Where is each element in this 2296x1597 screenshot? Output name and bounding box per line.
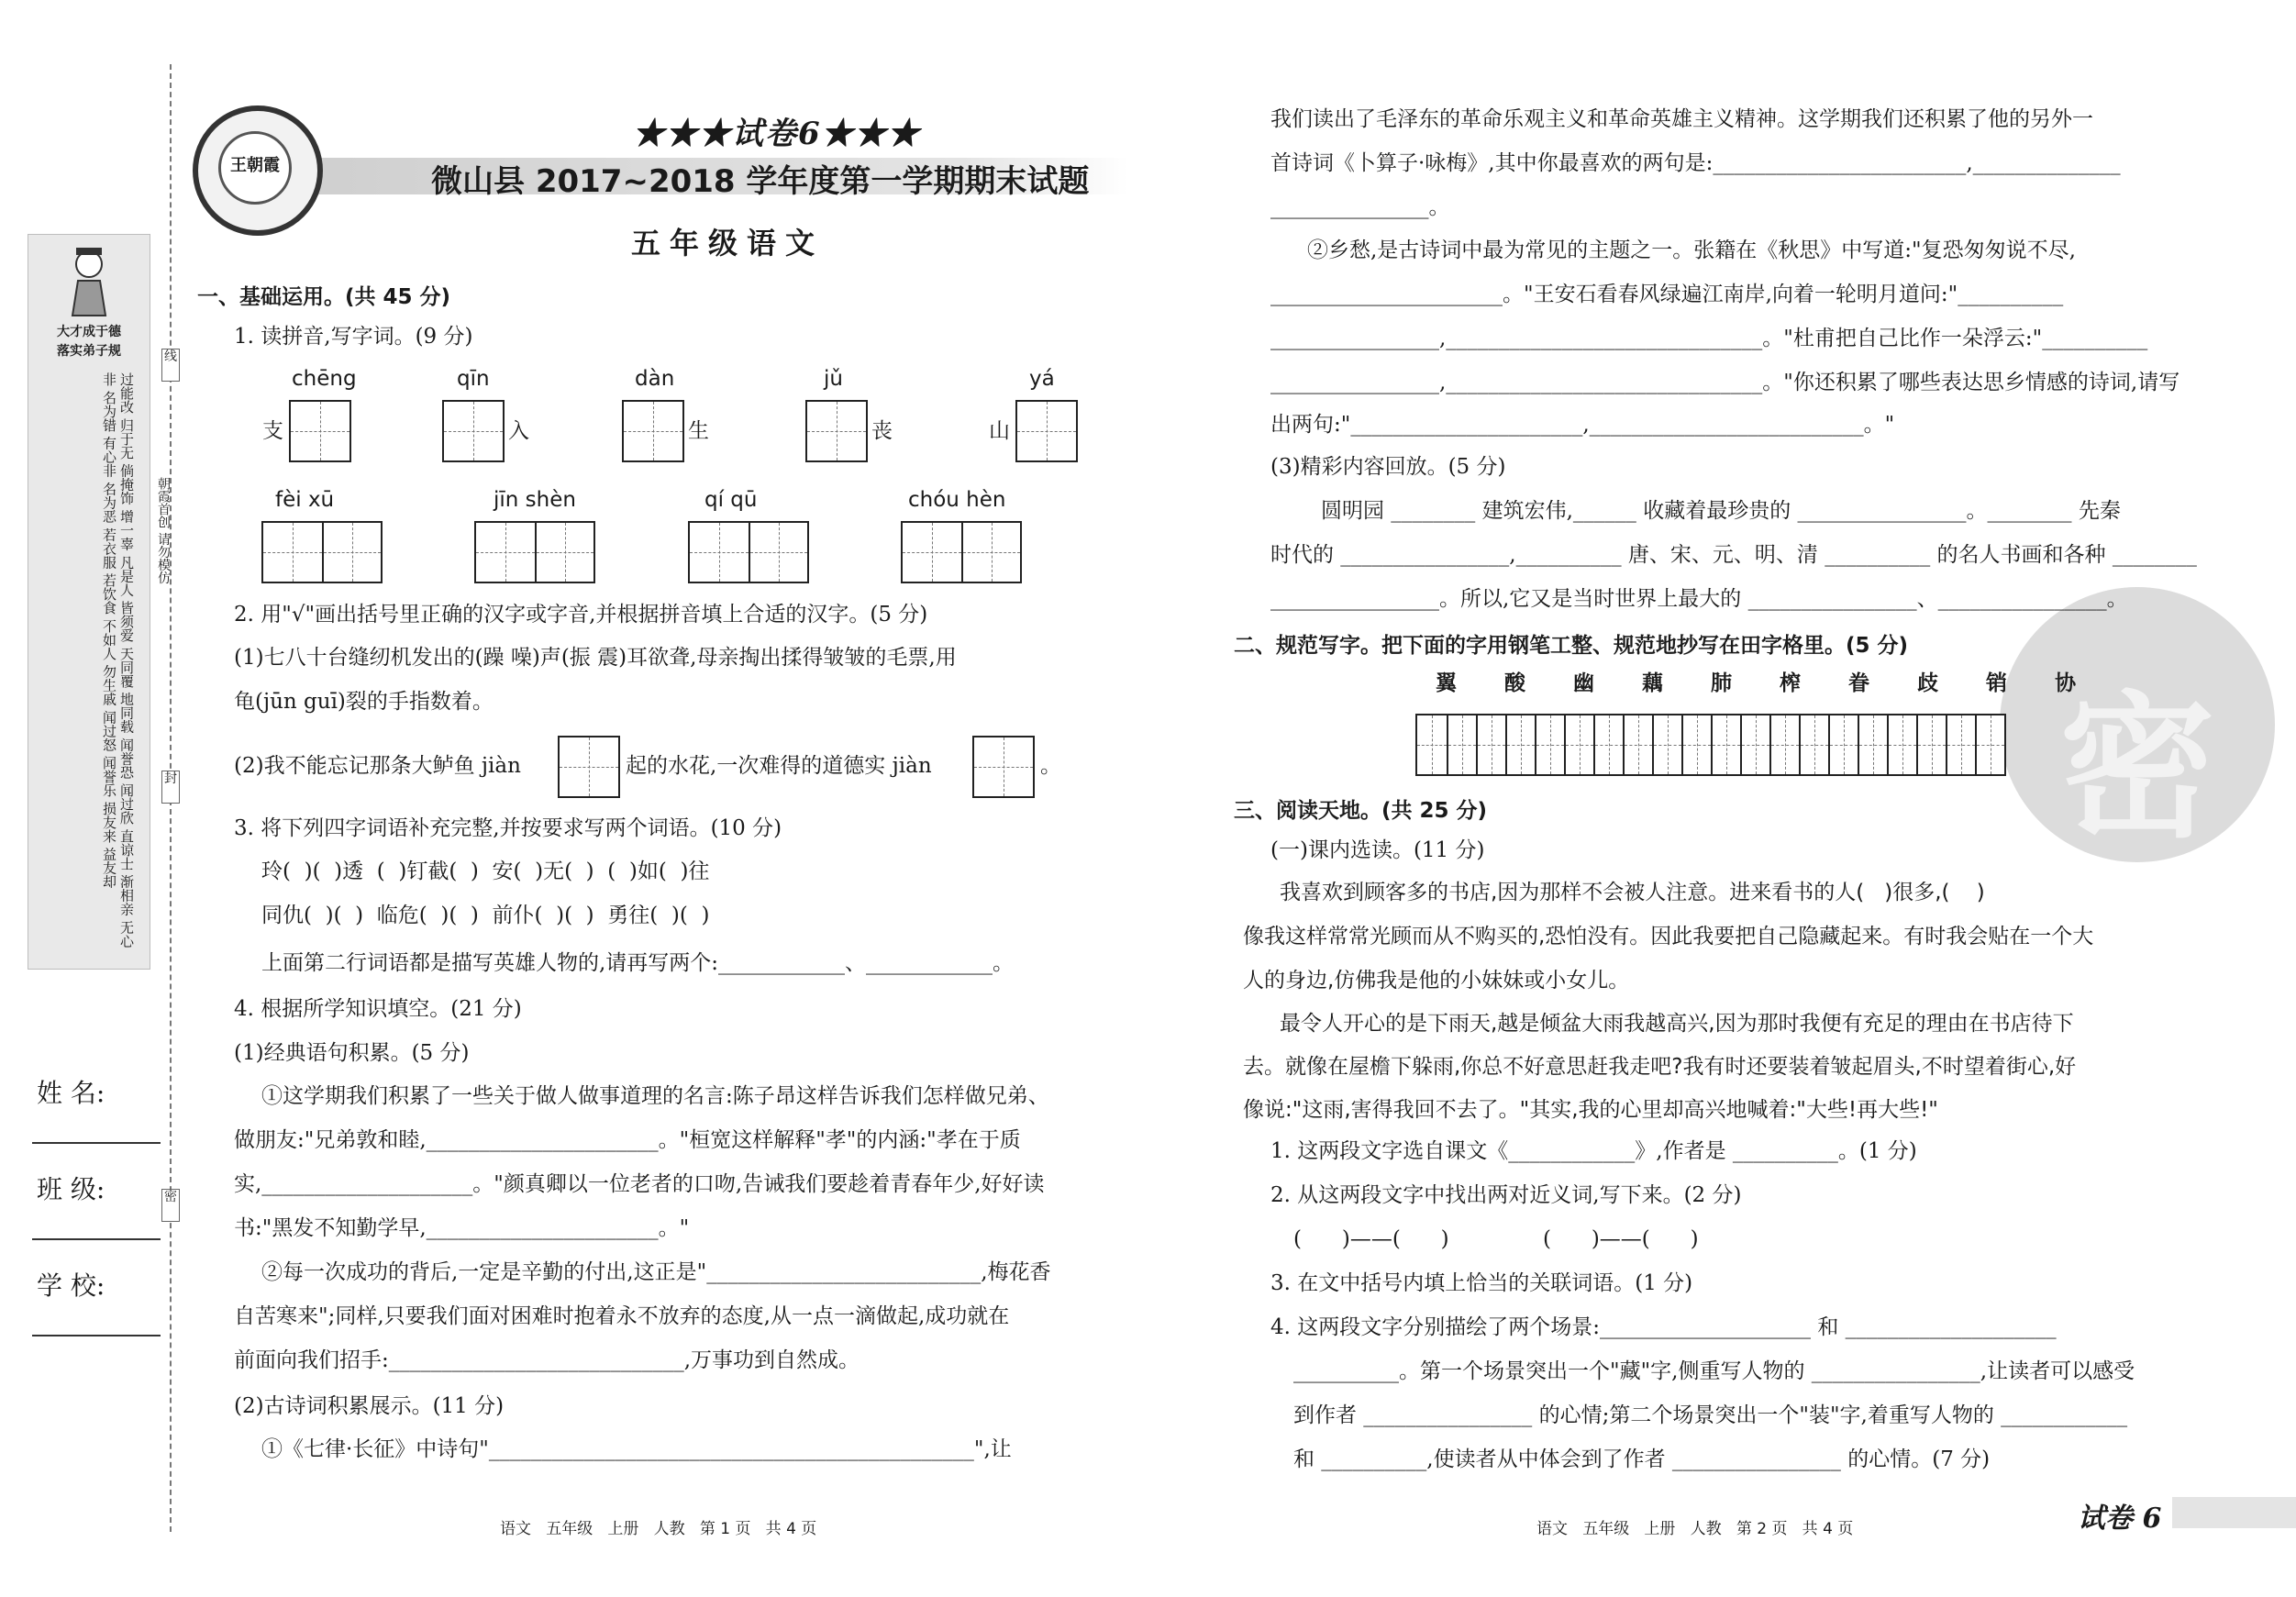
text-line: ②乡愁,是古诗词中最为常见的主题之一。张籍在《秋思》中写道:"复恐匆匆说不尽, [1307,238,2076,262]
reading-q4-line: __________。第一个场景突出一个"藏"字,侧重写人物的 ________________,让读者可以感受 [1293,1359,2135,1383]
question-3: 3. 将下列四字词语补充完整,并按要求写两个词语。(10 分) [234,816,782,840]
text-line: ②每一次成功的背后,一定是辛勤的付出,这正是"__________________________,梅花香 [261,1260,1051,1284]
word-prefix: 山 [989,419,1010,443]
reading-q4-line: 到作者 ________________ 的心情;第二个场景突出一个"装"字,着重写人物的 ____________ [1293,1403,2128,1427]
pinyin: chóu hèn [908,488,1006,512]
text-line: 我们读出了毛泽东的革命乐观主义和革命英雄主义精神。这学期我们还积累了他的另外一 [1270,107,2093,131]
pinyin: fèi xū [275,488,335,512]
reading-q3: 3. 在文中括号内填上恰当的关联词语。(1 分) [1270,1271,1693,1295]
section-3-heading: 三、阅读天地。(共 25 分) [1234,799,1488,823]
exam-subtitle: 五年级语文 [631,226,825,261]
reading-q4: 4. 这两段文字分别描绘了两个场景:____________________ 和 ____________________ [1270,1315,2057,1339]
q2-line: 龟(jūn guī)裂的手指数着。 [234,690,494,714]
scholar-figure [65,244,113,317]
tianzi-box[interactable] [442,400,505,462]
passage-line: 像我这样常常光顾而从不购买的,恐怕没有。因此我要把自己隐藏起来。有时我会贴在一个大 [1243,925,2094,948]
class-field[interactable] [32,1238,161,1240]
copyright-warning: 朝霞首创 请勿模仿 [156,477,171,584]
q3-row: 同仇( )( ) 临危( )( ) 前仆( )( ) 勇往( )( ) [261,904,710,927]
motto-col: 过能改 归于无 倘掩饰 增一辜 凡是人 皆须爱 天同覆 地同载 [118,372,135,734]
q2-line: 起的水花,一次难得的道德实 jiàn [626,754,932,778]
passage-line: 最令人开心的是下雨天,越是倾盆大雨我越高兴,因为那时我便有充足的理由在书店待下 [1280,1012,2074,1036]
q4-sub: (2)古诗词积累展示。(11 分) [234,1394,505,1418]
question-1: 1. 读拼音,写字词。(9 分) [234,325,473,349]
question-2: 2. 用"√"画出括号里正确的汉字或字音,并根据拼音填上合适的汉字。(5 分) [234,603,928,627]
pinyin: chēng [292,367,357,391]
word-suffix: 生 [688,419,709,443]
corner-paper-tag: 试卷 6 [2078,1503,2162,1535]
reading-q4-line: 和 __________,使读者从中体会到了作者 ________________ 的心情。(7 分) [1293,1447,1991,1471]
tianzi-box-2[interactable] [688,521,809,583]
text-line: ________________,______________________________。"你还积累了哪些表达思乡情感的诗词,请写 [1270,371,2180,394]
q2-line: (2)我不能忘记那条大鲈鱼 jiàn [234,754,521,778]
motto-col: 若衣服 若饮食 不如人 勿生戚 闻过怒 闻誉乐 损友来 益友却 [101,527,117,889]
seal-text: 密 [2058,676,2215,859]
q4-sub: (1)经典语句积累。(5 分) [234,1041,470,1065]
school-field[interactable] [32,1335,161,1336]
publisher-logo [193,105,323,236]
copy-characters: 翼 酸 幽 藕 肺 榨 眷 歧 销 协 [1436,671,2097,695]
tianzi-box[interactable] [805,400,868,462]
secret-seal-watermark [2000,587,2275,862]
name-label: 姓 名: [37,1078,105,1108]
text-line: 出两句:"______________________,__________________________。" [1270,413,1895,437]
text-line: 实,____________________。"颜真卿以一位老者的口吻,告诫我们要趁着青春年少,好好读 [234,1172,1045,1196]
q2-line: 。 [1040,754,1061,778]
text-line: ________________,______________________________。"杜甫把自己比作一朵浮云:"__________ [1270,327,2148,350]
reading-q2: 2. 从这两段文字中找出两对近义词,写下来。(2 分) [1270,1183,1742,1207]
class-label: 班 级: [37,1174,105,1204]
word-prefix: 支 [262,419,283,443]
passage-line: 人的身边,仿佛我是他的小妹妹或小女儿。 [1243,969,1630,993]
tianzi-box[interactable] [289,400,351,462]
pinyin: yá [1029,367,1055,391]
text-line: 书:"黑发不知勤学早,______________________。" [234,1216,690,1240]
q2-line: (1)七八十台缝纫机发出的(躁 噪)声(振 震)耳欲聋,母亲掏出揉得皱皱的毛票,用 [234,646,957,670]
tianzi-box-2[interactable] [901,521,1022,583]
q-sub: (3)精彩内容回放。(5 分) [1270,455,1506,479]
word-suffix: 丧 [871,419,893,443]
text-line: 前面向我们招手:____________________________,万事功到自然成。 [234,1348,860,1372]
text-line: _______________。 [1270,195,1450,219]
motto-text [47,372,135,959]
section-2-heading: 二、规范写字。把下面的字用钢笔工整、规范地抄写在田字格里。(5 分) [1234,634,1909,658]
pinyin: qí qū [704,488,758,512]
right-page [1147,0,2296,1597]
reading-q1: 1. 这两段文字选自课文《____________》,作者是 __________。(1 分) [1270,1139,1917,1163]
tianzi-box-2[interactable] [261,521,383,583]
motto-2: 落实弟子规 [57,344,121,359]
seal-tab-secret: 密 [161,1189,180,1222]
passage-line: 去。就像在屋檐下躲雨,你总不好意思赶我走吧?我有时还要装着皱起眉头,不时望着街心,好 [1243,1055,2077,1079]
pinyin: jǔ [824,367,843,391]
seal-tab-line: 线 [161,349,180,382]
q-sub: (一)课内选读。(11 分) [1270,838,1485,862]
logo-text: 王朝霞 [218,131,292,205]
q3-row: 玲( )( )透 ( )钉截( ) 安( )无( ) ( )如( )往 [261,859,710,883]
school-label: 学 校: [37,1270,105,1301]
tianzi-writing-grid[interactable] [1415,714,2006,776]
text-line: 做朋友:"兄弟敦和睦,______________________。"桓宽这样解释"孝"的内涵:"孝在于质 [234,1128,1021,1152]
page-footer: 语文 五年级 上册 人教 第 1 页 共 4 页 [500,1520,817,1538]
text-line: 圆明园 ________ 建筑宏伟,______ 收藏着最珍贵的 ________________。________ 先秦 [1321,499,2121,523]
binding-sidebar [28,234,150,970]
word-suffix: 入 [508,419,529,443]
seal-tab-seal: 封 [161,771,180,804]
pinyin: qīn [457,367,490,391]
text-line: ①《七律·长征》中诗句"______________________________________________",让 [261,1437,1012,1461]
text-line: ________________。所以,它又是当时世界上最大的 ________________、________________。 [1270,587,2128,611]
tianzi-box[interactable] [622,400,684,462]
tianzi-box[interactable] [558,736,620,798]
name-field[interactable] [32,1142,161,1144]
paper-number: ★★★试卷6★★★ [633,116,921,152]
exam-title: 微山县 2017~2018 学年度第一学期期末试题 [431,163,1090,200]
tianzi-box[interactable] [1015,400,1078,462]
text-line: 自苦寒来";同样,只要我们面对困难时抱着永不放弃的态度,从一点一滴做起,成功就在 [234,1304,1010,1328]
tianzi-box[interactable] [972,736,1035,798]
motto-1: 大才成于德 [57,325,121,339]
pinyin: dàn [635,367,675,391]
text-line: ______________________。"王安石看春风绿遍江南岸,向着一轮明月道问:"__________ [1270,283,2064,306]
q3-row: 上面第二行词语都是描写英雄人物的,请再写两个:____________、____________。 [261,951,1015,975]
question-4: 4. 根据所学知识填空。(21 分) [234,997,522,1021]
corner-bar [2172,1497,2296,1528]
pinyin: jīn shèn [494,488,576,512]
page-footer: 语文 五年级 上册 人教 第 2 页 共 4 页 [1536,1520,1854,1538]
section-1-heading: 一、基础运用。(共 45 分) [197,285,451,309]
text-line: 首诗词《卜算子·咏梅》,其中你最喜欢的两句是:________________________,______________ [1270,151,2121,175]
passage-line: 我喜欢到顾客多的书店,因为那样不会被人注意。进来看书的人( )很多,( ) [1280,881,1985,904]
tianzi-box-2[interactable] [474,521,595,583]
motto-col: 闻誉恐 闻过欣 直谅士 渐相亲 无心非 名为错 有心非 名为恶 [101,372,135,948]
reading-q2-blanks: ( )——( ) ( )——( ) [1293,1227,1699,1251]
passage-line: 像说:"这雨,害得我回不去了。"其实,我的心里却高兴地喊着:"大些!再大些!" [1243,1098,1938,1122]
left-page [0,0,1147,1597]
text-line: 时代的 ________________,__________ 唐、宋、元、明、清 __________ 的名人书画和各种 ________ [1270,543,2197,567]
text-line: ①这学期我们积累了一些关于做人做事道理的名言:陈子昂这样告诉我们怎样做兄弟、 [261,1084,1049,1108]
